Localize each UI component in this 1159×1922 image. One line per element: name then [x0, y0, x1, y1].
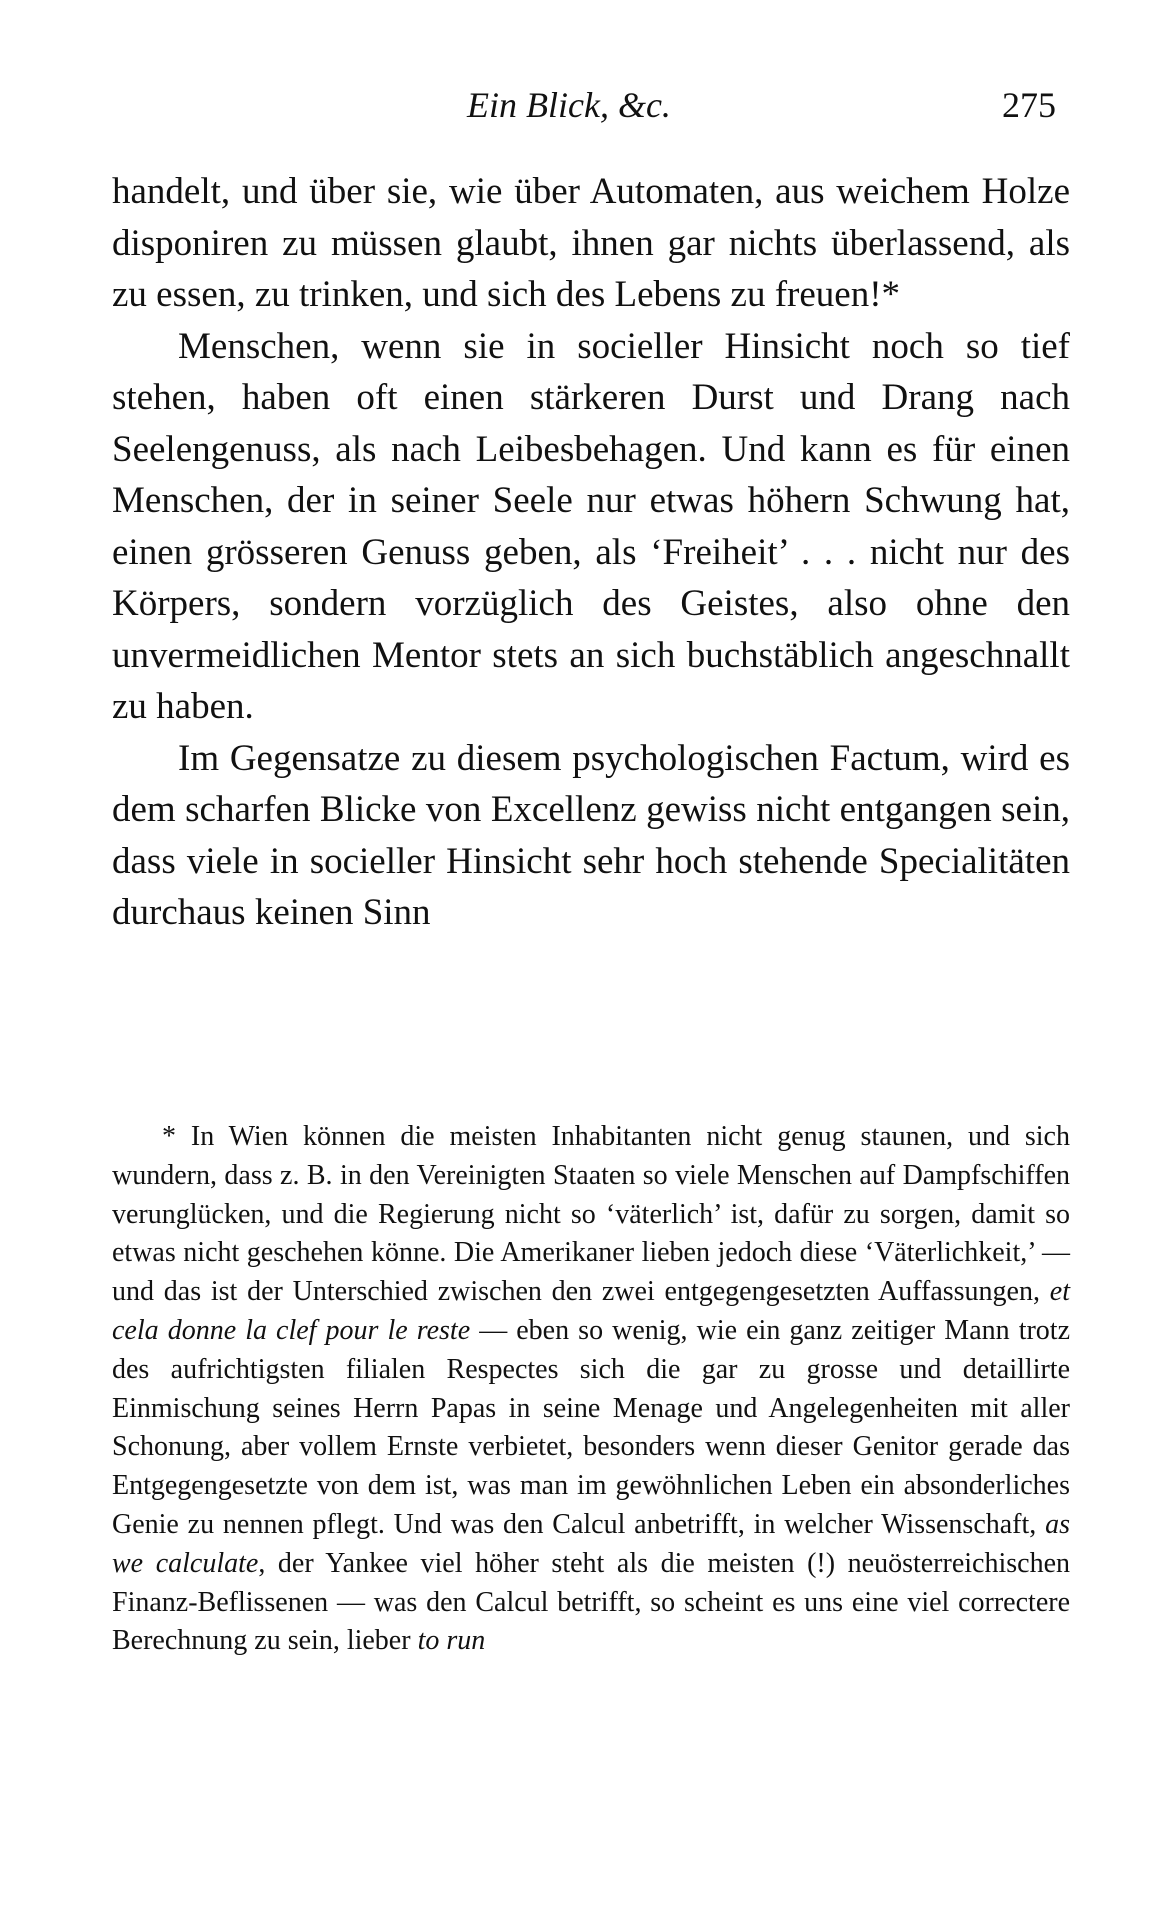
paragraph: Im Gegensatze zu diesem psychologischen Factum, wird es dem scharfen Blicke von Excellenz gewiss nicht entgangen sein, dass viele in socieller Hinsicht sehr hoch stehende Specialitäten durchaus keinen Sinn [112, 737, 1070, 933]
footnote-text: , der Yankee viel höher steht als die meisten (!) neuösterreichischen Finanz-Beflissenen — was den Calcul betrifft, so scheint es uns eine viel correctere Berechnung zu sein, lieber [112, 1547, 1070, 1657]
footnote-italic-phrase: as we calculate [112, 1508, 1071, 1579]
footnote [112, 1118, 1070, 1661]
book-page [112, 84, 1071, 1657]
running-head [112, 84, 1070, 146]
paragraph-continued: handelt, und über sie, wie über Automaten, aus weichem Holze disponiren zu müssen glaubt, ihnen gar nichts überlassend, als zu essen, zu trinken, und sich des Lebens zu freuen!* [112, 171, 1070, 315]
footnote-text: — eben so wenig, wie ein ganz zeitiger Mann trotz des aufrichtigsten filialen Respectes sich die gar zu grosse und detaillirte Einmischung seines Herrn Papas in seine Menage und Angelegenheiten mit aller Schonung, aber vollem Ernste verbietet, besonders wenn dieser Genitor gerade das Entgegengesetzte von dem ist, was man im gewöhnlichen Leben ein absonderliches Genie zu nennen pflegt. Und was den Calcul anbetrifft, in welcher Wissenschaft, [112, 1314, 1070, 1540]
main-text [112, 166, 1070, 939]
footnote-italic-phrase: to run [417, 1625, 486, 1657]
footnote-italic-phrase: et cela donne la clef pour le reste [112, 1276, 1070, 1346]
footnote-text: * In Wien können die meisten Inhabitanten nicht genug staunen, und sich wundern, dass z. B. in den Vereinigten Staaten so viele Menschen auf Dampfschiffen verunglücken, und die Regierung nicht so ‘väterlich’ ist, dafür zu sorgen, damit so etwas nicht geschehen könne. Die Amerikaner lieben jedoch diese ‘Väterlichkeit,’ — und das ist der Unterschied zwischen den zwei entgegengesetzten Auffassungen, [112, 1121, 1070, 1308]
paragraph: Menschen, wenn sie in socieller Hinsicht noch so tief stehen, haben oft einen stärkeren Durst und Drang nach Seelengenuss, als nach Leibesbehagen. Und kann es für einen Menschen, der in seiner Seele nur etwas höhern Schwung hat, einen grösseren Genuss geben, als ‘Freiheit’ . . . nicht nur des Körpers, sondern vorzüglich des Geistes, also ohne den unvermeidlichen Mentor stets an sich buchstäblich angeschnallt zu haben. [112, 325, 1070, 727]
running-title: Ein Blick, &c. [467, 85, 671, 125]
page-number: 275 [1002, 85, 1056, 125]
